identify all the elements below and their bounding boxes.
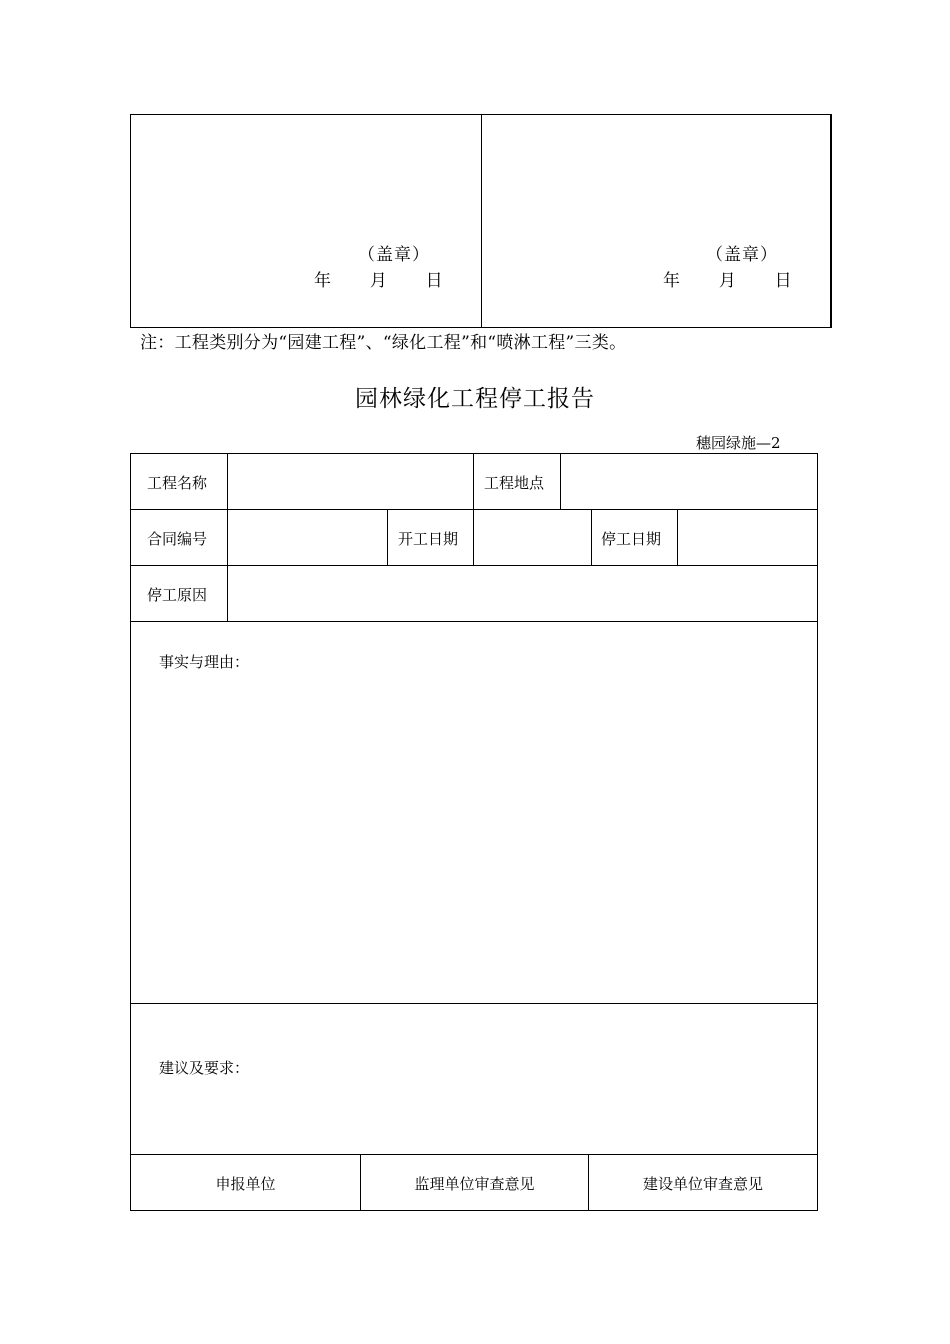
footnote: 注：工程类别分为“园建工程”、“绿化工程”和“喷淋工程”三类。 — [140, 333, 627, 353]
project-location-field[interactable] — [560, 453, 818, 510]
owner-review-header-cell — [588, 1154, 818, 1211]
right-year-label: 年 — [663, 271, 680, 291]
signature-box-edge — [830, 114, 832, 328]
right-date-line — [663, 266, 792, 291]
supervisor-review-label: 监理单位审查意见 — [414, 1175, 535, 1193]
left-day-label: 日 — [425, 271, 443, 291]
stop-date-label: 停工日期 — [601, 530, 662, 548]
project-name-field[interactable] — [227, 453, 474, 510]
page-title: 园林绿化工程停工报告 — [355, 386, 595, 412]
signature-box-divider — [481, 114, 482, 328]
right-day-label: 日 — [774, 271, 792, 291]
project-name-label: 工程名称 — [147, 474, 208, 492]
applicant-label: 申报单位 — [215, 1175, 276, 1193]
suggestion-section[interactable] — [130, 1003, 818, 1155]
supervisor-review-header-cell — [360, 1154, 589, 1211]
right-month-label: 月 — [718, 271, 736, 291]
stop-reason-label: 停工原因 — [147, 586, 208, 604]
owner-review-label: 建设单位审查意见 — [642, 1175, 763, 1193]
applicant-header-cell — [130, 1154, 361, 1211]
facts-label: 事实与理由： — [159, 653, 250, 671]
stop-date-label-cell — [591, 509, 678, 566]
project-location-label: 工程地点 — [484, 474, 545, 492]
stop-date-field[interactable] — [677, 509, 818, 566]
left-month-label: 月 — [369, 271, 387, 291]
project-name-label-cell — [130, 453, 228, 510]
facts-section[interactable] — [130, 621, 818, 1004]
suggestion-label: 建议及要求： — [159, 1059, 250, 1077]
contract-no-label: 合同编号 — [147, 530, 208, 548]
left-seal-label: （盖章） — [358, 245, 430, 265]
start-date-label-cell — [387, 509, 474, 566]
start-date-field[interactable] — [473, 509, 592, 566]
contract-no-label-cell — [130, 509, 228, 566]
right-seal-label: （盖章） — [706, 245, 778, 265]
stop-reason-field[interactable] — [227, 565, 818, 622]
project-location-label-cell — [473, 453, 561, 510]
contract-no-field[interactable] — [227, 509, 388, 566]
form-code: 穗园绿施—2 — [696, 434, 781, 452]
left-date-line — [314, 266, 443, 291]
start-date-label: 开工日期 — [398, 530, 459, 548]
left-year-label: 年 — [314, 271, 331, 291]
stop-reason-label-cell — [130, 565, 228, 622]
